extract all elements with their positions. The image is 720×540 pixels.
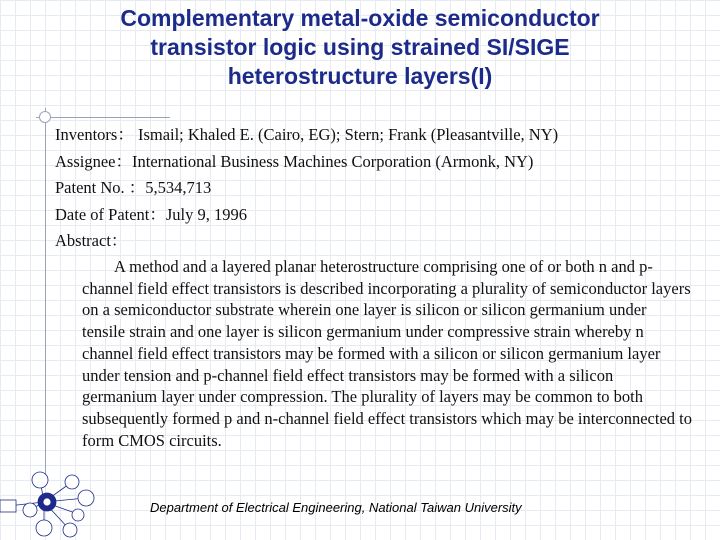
decorative-rule-circle — [39, 111, 51, 123]
title-line-1: Complementary metal-oxide semiconductor — [120, 5, 600, 31]
title-line-3: heterostructure layers(I) — [227, 63, 493, 89]
logo-diagram-icon — [0, 468, 104, 540]
department-logo-icon — [0, 468, 104, 540]
assignee-line: Assignee：International Business Machines Corporation (Armonk, NY) — [55, 151, 534, 171]
date-line: Date of Patent：July 9, 1996 — [55, 204, 248, 224]
department-footer: Department of Electrical Engineering, National Taiwan University — [150, 500, 522, 515]
title-line-2: transistor logic using strained SI/SIGE — [150, 34, 570, 60]
decorative-rule-vertical — [45, 108, 46, 478]
abstract-block — [82, 256, 692, 451]
patent-info — [55, 122, 558, 255]
decorative-rule-horizontal — [36, 117, 170, 118]
slide-title — [60, 4, 660, 91]
inventors-line: Inventors： Ismail; Khaled E. (Cairo, EG); Stern; Frank (Pleasantville, NY) — [55, 125, 559, 144]
patent-number-line: Patent No. ：5,534,713 — [55, 178, 212, 197]
abstract-text: A method and a layered planar heterostructure comprising one of or both n and p-channel field effect transistors is described incorporating a plurality of semiconductor layers on a semiconductor substrate wherein one layer is silicon or silicon germanium under tensile strain and one layer is silicon germanium under compressive strain whereby n channel field effect transistors may be formed with a silicon or silicon germanium layer under tension and p-channel field effect transistors may be formed with a silicon germanium layer under compression. The plurality of layers may be common to both subsequently formed p and n-channel field effect transistors which may be interconnected to form CMOS circuits. — [82, 257, 692, 450]
abstract-label: Abstract： — [55, 231, 128, 250]
